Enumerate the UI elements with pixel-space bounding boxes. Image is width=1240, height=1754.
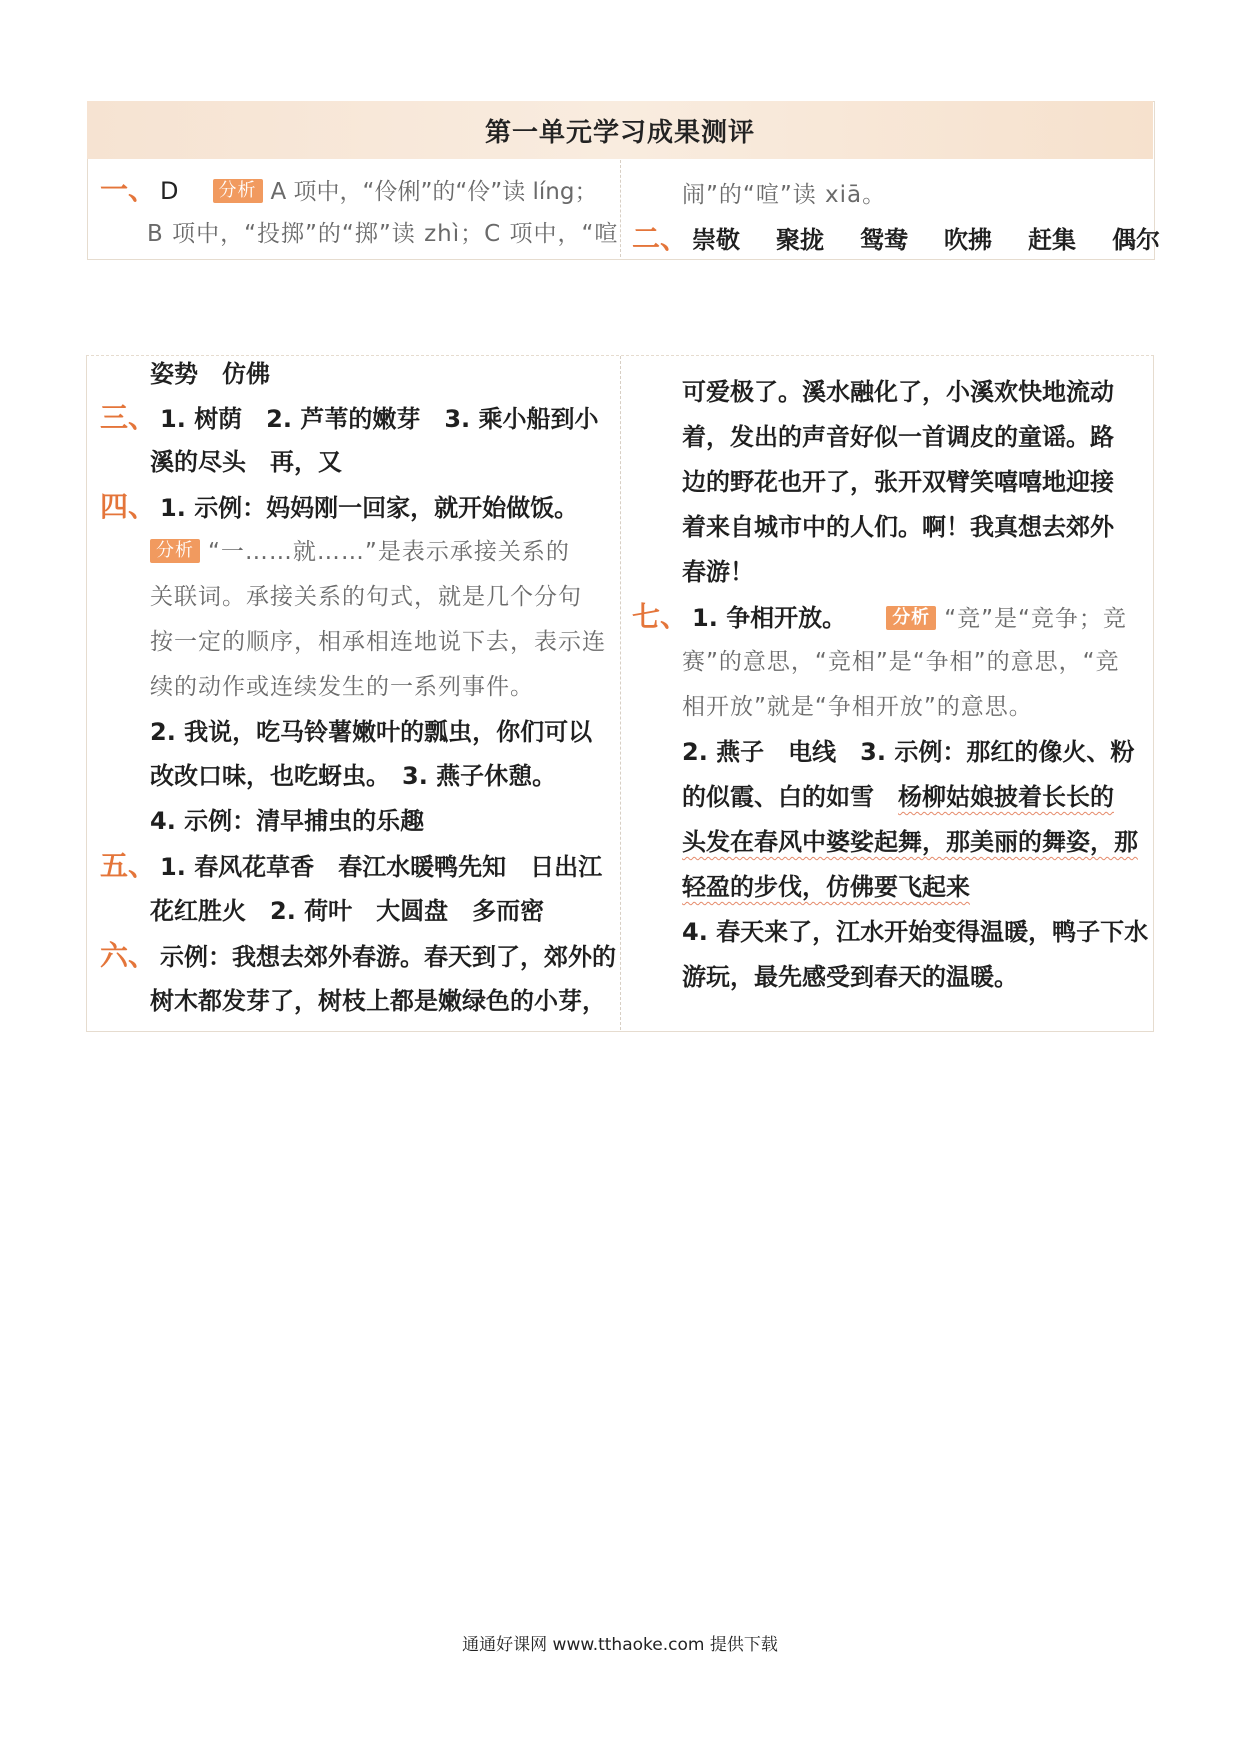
footer-credit: 通通好课网 www.tthaoke.com 提供下载 <box>462 1635 778 1655</box>
q6-continuation-1: 可爱极了。溪水融化了，小溪欢快地流动 <box>682 378 1114 406</box>
q4-text: 1. 示例：妈妈刚一回家，就开始做饭。 <box>160 494 579 522</box>
q2-word: 吹拂 <box>944 226 993 254</box>
q1-line1 <box>100 168 597 214</box>
q7-line1 <box>632 595 1127 641</box>
q6-continuation-3: 边的野花也开了，张开双臂笑嘻嘻地迎接 <box>682 468 1114 496</box>
q7-text-underlined: 杨柳姑娘披着长长的 <box>898 783 1114 811</box>
q4-analysis-text: “一……就……”是表示承接关系的 <box>208 539 570 565</box>
q1-analysis-1: A 项中，“伶俐”的“伶”读 líng； <box>270 179 598 205</box>
q7-analysis-text: “竞”是“竞争；竞 <box>944 606 1127 632</box>
q7-line5 <box>682 865 970 909</box>
top-divider <box>620 160 621 257</box>
q2-word: 聚拢 <box>776 226 825 254</box>
q7-analysis-2: 赛”的意思，“竞相”是“争相”的意思，“竞 <box>682 649 1120 675</box>
q7-line2: 2. 燕子 电线 3. 示例：那红的像火、粉 <box>682 738 1135 766</box>
page-title: 第一单元学习成果测评 <box>484 117 755 148</box>
analysis-badge: 分析 <box>150 539 200 563</box>
q2-word: 偶尔 <box>1112 226 1161 254</box>
q5-number: 五、 <box>100 849 157 882</box>
q6-continuation-4: 着来自城市中的人们。啊！我真想去郊外 <box>682 513 1114 541</box>
q7-line4 <box>682 820 1138 864</box>
q1-line3: 闹”的“喧”读 xiā。 <box>682 182 887 208</box>
q2-number: 二、 <box>632 222 689 255</box>
q5-line1 <box>100 844 602 889</box>
q4-line3: 改改口味，也吃蚜虫。 3. 燕子休憩。 <box>150 762 557 790</box>
q2-word: 赶集 <box>1028 226 1077 254</box>
q7-text-underlined: 轻盈的步伐，仿佛要飞起来 <box>682 873 970 901</box>
q1-line2: B 项中，“投掷”的“掷”读 zhì；C 项中，“喧 <box>147 221 619 247</box>
q4-analysis-4: 续的动作或连续发生的一系列事件。 <box>150 674 534 700</box>
q4-number: 四、 <box>100 490 157 523</box>
q6-line1 <box>100 934 616 979</box>
q6-continuation-2: 着，发出的声音好似一首调皮的童谣。路 <box>682 423 1114 451</box>
q3-line1 <box>100 396 599 441</box>
q6-text: 示例：我想去郊外春游。春天到了，郊外的 <box>160 943 617 971</box>
q4-analysis-1 <box>150 530 570 574</box>
main-divider <box>620 356 621 1030</box>
q6-continuation-5: 春游！ <box>682 558 754 586</box>
q3-text: 1. 树荫 2. 芦苇的嫩芽 3. 乘小船到小 <box>160 405 599 433</box>
q2-line <box>632 217 1160 262</box>
q7-text-plain: 的似霞、白的如雪 <box>682 783 898 811</box>
q1-answer: D <box>160 177 179 205</box>
q1-number: 一、 <box>100 173 157 206</box>
q2-word: 崇敬 <box>692 226 741 254</box>
q4-line1 <box>100 485 578 530</box>
title-banner <box>87 101 1153 159</box>
q4-analysis-2: 关联词。承接关系的句式，就是几个分句 <box>150 584 582 610</box>
analysis-badge: 分析 <box>886 606 936 630</box>
q6-number: 六、 <box>100 939 157 972</box>
q7-line7: 游玩，最先感受到春天的温暖。 <box>682 963 1018 991</box>
q4-line4: 4. 示例：清早捕虫的乐趣 <box>150 807 425 835</box>
q7-line3 <box>682 775 1114 819</box>
q7-analysis-3: 相开放”就是“争相开放”的意思。 <box>682 694 1033 720</box>
q2-word: 鸳鸯 <box>860 226 909 254</box>
q4-analysis-3: 按一定的顺序，相承相连地说下去，表示连 <box>150 629 606 655</box>
q2-continuation: 姿势 仿佛 <box>150 360 270 388</box>
q7-number: 七、 <box>632 600 689 633</box>
q6-line2: 树木都发芽了，树枝上都是嫩绿色的小芽， <box>150 987 606 1015</box>
analysis-badge: 分析 <box>213 179 263 203</box>
q7-text: 1. 争相开放。 <box>692 604 847 632</box>
q3-line2: 溪的尽头 再，又 <box>150 448 342 476</box>
q3-number: 三、 <box>100 401 157 434</box>
q7-text-underlined: 头发在春风中婆娑起舞，那美丽的舞姿，那 <box>682 828 1138 856</box>
q7-line6: 4. 春天来了，江水开始变得温暖，鸭子下水 <box>682 918 1149 946</box>
q4-line2: 2. 我说，吃马铃薯嫩叶的瓢虫，你们可以 <box>150 718 593 746</box>
q5-line2: 花红胜火 2. 荷叶 大圆盘 多而密 <box>150 897 545 925</box>
q5-text: 1. 春风花草香 春江水暖鸭先知 日出江 <box>160 853 603 881</box>
